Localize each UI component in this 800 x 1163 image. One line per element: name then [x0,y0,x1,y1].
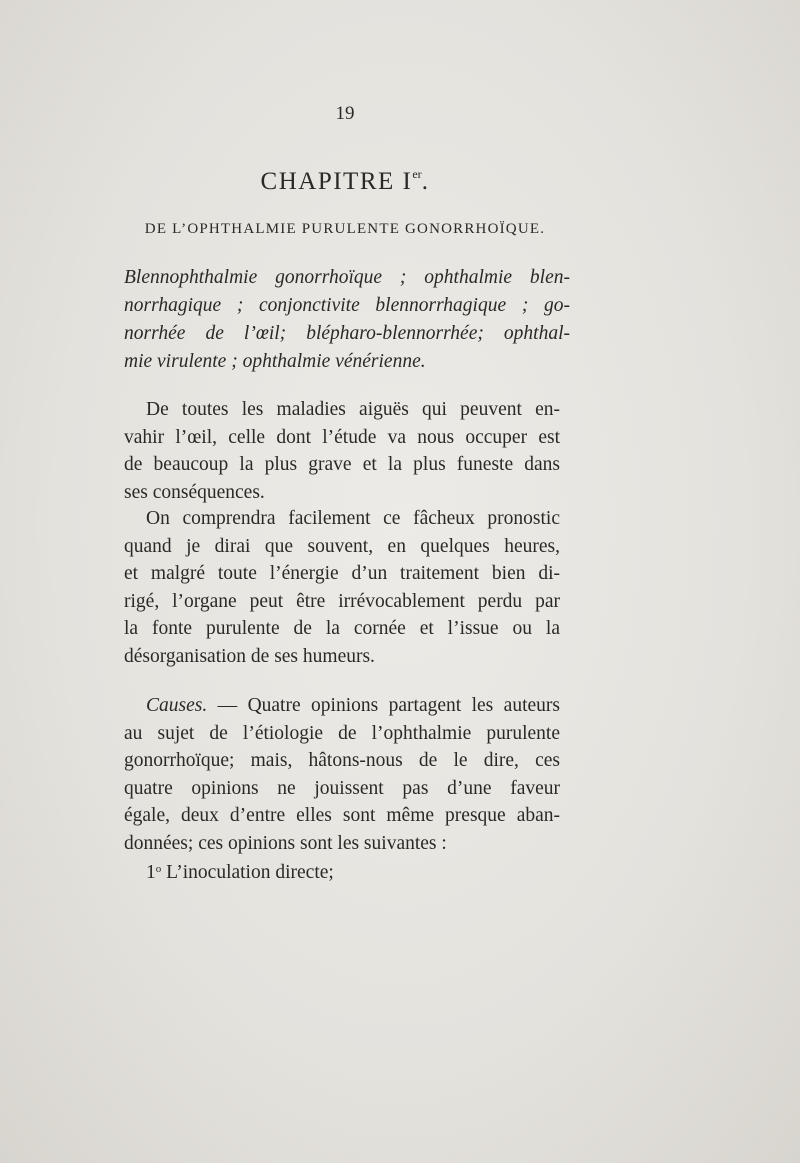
chapter-title [0,167,690,196]
paragraph-line [124,692,560,720]
paragraph-line: égale, deux d’entre elles sont même presque aban- [124,805,560,826]
causes-first-line-text: — Quatre opinions partagent les auteurs [207,695,560,716]
synonyms-line: mie virulente ; ophthalmie vénérienne. [124,351,426,372]
list-item-ordinal: o [155,863,162,875]
list-item-1 [146,856,334,887]
synonyms-line: norrhée de l’œil; blépharo-blennorrhée; ophthal- [124,323,570,344]
chapter-title-text: CHAPITRE I [260,168,413,195]
paragraph-line: quand je dirai que souvent, en quelques heures, [124,535,560,557]
paragraph-line: vahir l’œil, celle dont l’étude va nous occuper est [124,426,560,448]
paragraph-line: gonorrhoïque; mais, hâtons-nous de le dire, ces [124,750,560,771]
paragraph-prognosis [124,505,560,670]
paragraph-line: ses conséquences. [124,481,265,503]
causes-label: Causes. [146,695,208,716]
section-heading: DE L’OPHTHALMIE PURULENTE GONORRHOÏQUE. [144,221,546,237]
synonyms-line: Blennophthalmie gonorrhoïque ; ophthalmie blen- [124,267,570,288]
paragraph-intro [124,396,560,506]
synonyms-block [124,264,570,376]
paragraph-line: désorganisation de ses humeurs. [124,645,375,667]
paragraph-line: données; ces opinions sont les suivantes : [124,832,447,854]
chapter-title-period: . [421,168,430,195]
list-item-text: L’inoculation directe; [161,862,334,883]
paragraph-line: De toutes les maladies aiguës qui peuvent en- [146,399,560,420]
paragraph-causes [124,692,560,857]
paragraph-line: et malgré toute l’énergie d’un traitement bien di- [124,563,560,584]
paragraph-line: rigé, l’organe peut être irrévocablement perdu par [124,590,560,612]
paragraph-line: de beaucoup la plus grave et la plus funeste dans [124,454,560,475]
list-item-number: 1 [146,862,156,883]
paragraph-line: la fonte purulente de la cornée et l’issue ou la [124,618,560,639]
paragraph-line: On comprendra facilement ce fâcheux pronostic [146,508,560,529]
chapter-title-superscript: er [412,167,422,181]
paragraph-line: quatre opinions ne jouissent pas d’une faveur [124,777,560,799]
synonyms-line: norrhagique ; conjonctivite blennorrhagique ; go- [124,295,570,316]
paragraph-line: au sujet de l’étiologie de l’ophthalmie purulente [124,722,560,744]
page-number: 19 [335,103,355,124]
